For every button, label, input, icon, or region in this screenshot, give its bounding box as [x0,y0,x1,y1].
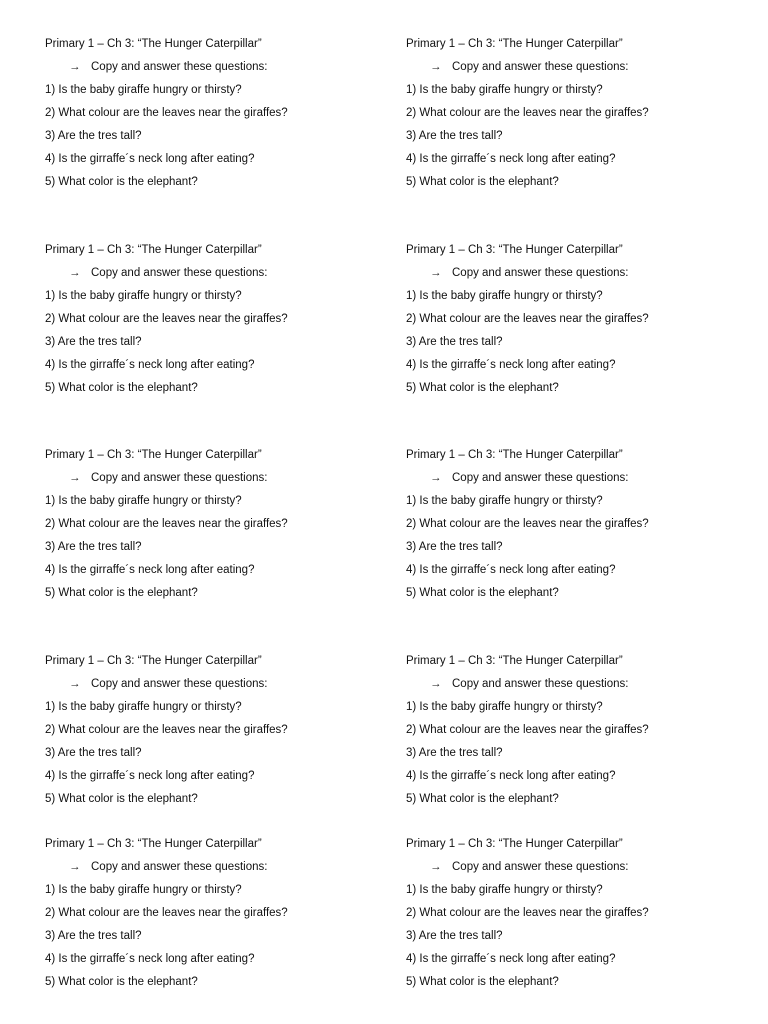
question-item: 4) Is the girraffe´s neck long after eating? [45,770,255,782]
question-item: 4) Is the girraffe´s neck long after eating? [45,564,255,576]
question-item: 5) What color is the elephant? [406,976,559,988]
question-item: 4) Is the girraffe´s neck long after eating? [45,359,255,371]
question-item: 5) What color is the elephant? [406,587,559,599]
instruction [69,471,267,485]
instruction [430,860,628,874]
question-item: 1) Is the baby giraffe hungry or thirsty? [45,84,242,96]
question-item: 3) Are the tres tall? [406,541,503,553]
instruction-text: Copy and answer these questions: [91,678,268,690]
question-item: 1) Is the baby giraffe hungry or thirsty? [406,701,603,713]
question-item: 3) Are the tres tall? [45,336,142,348]
block-title: Primary 1 – Ch 3: “The Hunger Caterpillar” [45,449,262,461]
question-item: 2) What colour are the leaves near the giraffes? [45,107,288,119]
instruction-text: Copy and answer these questions: [452,861,629,873]
question-item: 5) What color is the elephant? [406,793,559,805]
instruction-text: Copy and answer these questions: [452,61,629,73]
arrow-right-icon: → [430,861,442,873]
question-item: 4) Is the girraffe´s neck long after eating? [45,153,255,165]
question-item: 1) Is the baby giraffe hungry or thirsty? [406,290,603,302]
arrow-right-icon: → [430,678,442,690]
question-item: 2) What colour are the leaves near the giraffes? [406,518,649,530]
question-item: 5) What color is the elephant? [406,176,559,188]
block-title: Primary 1 – Ch 3: “The Hunger Caterpillar” [45,838,262,850]
question-item: 3) Are the tres tall? [45,747,142,759]
instruction [430,471,628,485]
block-title: Primary 1 – Ch 3: “The Hunger Caterpillar” [45,244,262,256]
question-item: 4) Is the girraffe´s neck long after eating? [406,153,616,165]
question-item: 2) What colour are the leaves near the giraffes? [406,107,649,119]
question-item: 2) What colour are the leaves near the giraffes? [406,724,649,736]
block-title: Primary 1 – Ch 3: “The Hunger Caterpillar” [45,38,262,50]
instruction-text: Copy and answer these questions: [452,472,629,484]
question-item: 5) What color is the elephant? [45,382,198,394]
instruction [69,266,267,280]
block-title: Primary 1 – Ch 3: “The Hunger Caterpillar” [406,838,623,850]
question-item: 3) Are the tres tall? [406,747,503,759]
question-item: 1) Is the baby giraffe hungry or thirsty? [406,884,603,896]
block-title: Primary 1 – Ch 3: “The Hunger Caterpillar” [45,655,262,667]
question-item: 3) Are the tres tall? [45,541,142,553]
question-item: 2) What colour are the leaves near the giraffes? [406,313,649,325]
question-item: 4) Is the girraffe´s neck long after eating? [406,953,616,965]
question-item: 4) Is the girraffe´s neck long after eating? [406,359,616,371]
arrow-right-icon: → [430,472,442,484]
question-item: 3) Are the tres tall? [406,130,503,142]
instruction-text: Copy and answer these questions: [452,267,629,279]
instruction [69,860,267,874]
instruction [430,677,628,691]
question-item: 5) What color is the elephant? [406,382,559,394]
question-item: 1) Is the baby giraffe hungry or thirsty? [45,701,242,713]
arrow-right-icon: → [430,61,442,73]
question-item: 4) Is the girraffe´s neck long after eating? [406,564,616,576]
question-item: 3) Are the tres tall? [406,930,503,942]
question-item: 1) Is the baby giraffe hungry or thirsty? [45,290,242,302]
instruction [430,266,628,280]
question-item: 2) What colour are the leaves near the giraffes? [406,907,649,919]
question-item: 1) Is the baby giraffe hungry or thirsty? [406,84,603,96]
arrow-right-icon: → [69,267,81,279]
arrow-right-icon: → [430,267,442,279]
instruction-text: Copy and answer these questions: [91,61,268,73]
instruction-text: Copy and answer these questions: [91,861,268,873]
question-item: 1) Is the baby giraffe hungry or thirsty? [45,495,242,507]
instruction-text: Copy and answer these questions: [452,678,629,690]
question-item: 2) What colour are the leaves near the giraffes? [45,907,288,919]
instruction-text: Copy and answer these questions: [91,472,268,484]
question-item: 5) What color is the elephant? [45,793,198,805]
arrow-right-icon: → [69,472,81,484]
arrow-right-icon: → [69,861,81,873]
question-item: 4) Is the girraffe´s neck long after eating? [45,953,255,965]
arrow-right-icon: → [69,61,81,73]
question-item: 2) What colour are the leaves near the giraffes? [45,724,288,736]
arrow-right-icon: → [69,678,81,690]
question-item: 3) Are the tres tall? [45,130,142,142]
block-title: Primary 1 – Ch 3: “The Hunger Caterpillar” [406,449,623,461]
question-item: 3) Are the tres tall? [406,336,503,348]
question-item: 1) Is the baby giraffe hungry or thirsty? [406,495,603,507]
question-item: 5) What color is the elephant? [45,176,198,188]
instruction [69,677,267,691]
instruction [69,60,267,74]
block-title: Primary 1 – Ch 3: “The Hunger Caterpillar” [406,38,623,50]
block-title: Primary 1 – Ch 3: “The Hunger Caterpillar” [406,655,623,667]
question-item: 4) Is the girraffe´s neck long after eating? [406,770,616,782]
question-item: 5) What color is the elephant? [45,587,198,599]
question-item: 5) What color is the elephant? [45,976,198,988]
question-item: 1) Is the baby giraffe hungry or thirsty? [45,884,242,896]
instruction-text: Copy and answer these questions: [91,267,268,279]
question-item: 2) What colour are the leaves near the giraffes? [45,313,288,325]
question-item: 3) Are the tres tall? [45,930,142,942]
instruction [430,60,628,74]
question-item: 2) What colour are the leaves near the giraffes? [45,518,288,530]
block-title: Primary 1 – Ch 3: “The Hunger Caterpillar” [406,244,623,256]
